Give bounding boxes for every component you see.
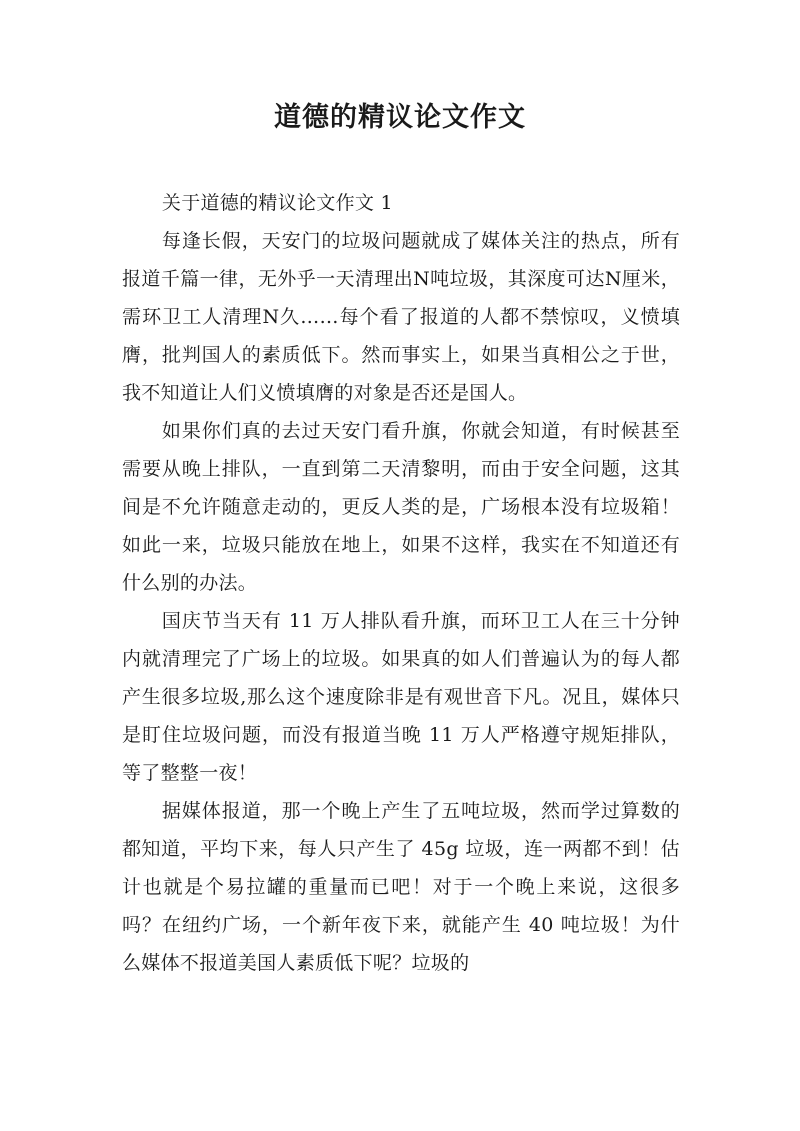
document-body (122, 184, 680, 982)
section-subheading: 关于道德的精议论文作文 1 (161, 192, 393, 214)
paragraph-3: 国庆节当天有 11 万人排队看升旗，而环卫工人在三十分钟内就清理完了广场上的垃圾。如果真的如人们普遍认为的每人都产生很多垃圾,那么这个速度除非是有观世音下凡。况且，媒体只是盯住垃圾问题，而没有报道当晚 11 万人严格遵守规矩排队，等了整整一夜！ (122, 610, 680, 784)
paragraph-2: 如果你们真的去过天安门看升旗，你就会知道，有时候甚至需要从晚上排队，一直到第二天清黎明，而由于安全问题，这其间是不允许随意走动的，更反人类的是，广场根本没有垃圾箱！如此一来，垃圾只能放在地上，如果不这样，我实在不知道还有什么别的办法。 (122, 420, 680, 594)
paragraph-4: 据媒体报道，那一个晚上产生了五吨垃圾，然而学过算数的都知道，平均下来，每人只产生了 45g 垃圾，连一两都不到！估计也就是个易拉罐的重量而已吧！对于一个晚上来说，这很多吗？在纽约广场，一个新年夜下来，就能产生 40 吨垃圾！为什么媒体不报道美国人素质低下呢？垃圾的 (122, 800, 680, 974)
paragraph-1: 每逢长假，天安门的垃圾问题就成了媒体关注的热点，所有报道千篇一律，无外乎一天清理出N吨垃圾，其深度可达N厘米，需环卫工人清理N久……每个看了报道的人都不禁惊叹，义愤填膺，批判国人的素质低下。然而事实上，如果当真相公之于世，我不知道让人们义愤填膺的对象是否还是国人。 (122, 230, 680, 404)
document-title: 道德的精议论文作文 (274, 102, 526, 133)
